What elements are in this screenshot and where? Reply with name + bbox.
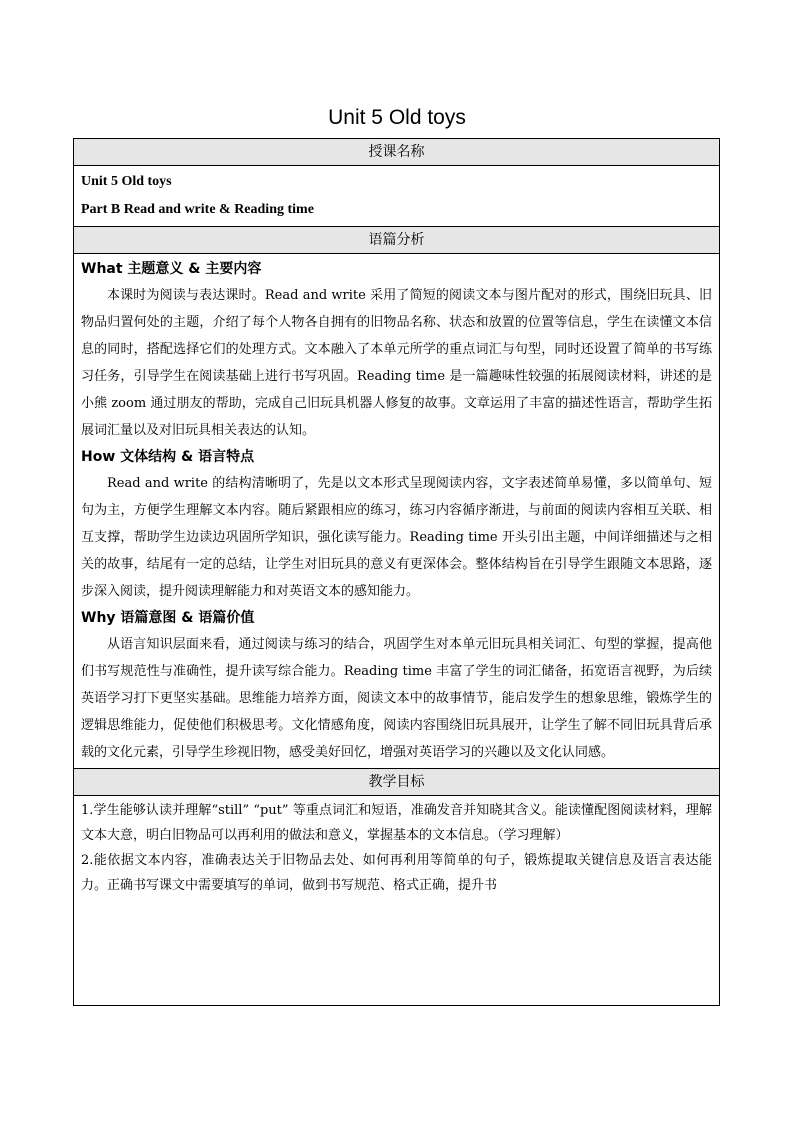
document-title: Unit 5 Old toys: [328, 106, 466, 129]
course-name-cell: [74, 166, 719, 227]
why-heading: Why 语篇意图 & 语篇价值: [81, 610, 255, 626]
how-heading: How 文体结构 & 语言特点: [81, 449, 255, 465]
objectives-cell: [74, 796, 719, 900]
how-paragraph: Read and write 的结构清晰明了，先是以文本形式呈现阅读内容，文字表述简单易懂，多以简单句、短句为主，方便学生理解文本内容。随后紧跟相应的练习，练习内容循序渐进，与前面的阅读内容相互关联、相互支撑，帮助学生边读边巩固所学知识，强化读写能力。Reading time 开头引出主题，中间详细描述与之相关的故事，结尾有一定的总结，让学生对旧玩具的意义有更深体会。整体结构旨在引导学生跟随文本思路，逐步深入阅读，提升阅读理解能力和对英语文本的感知能力。: [81, 476, 712, 599]
objectives-header: 教学目标: [74, 769, 719, 796]
what-paragraph: 本课时为阅读与表达课时。Read and write 采用了简短的阅读文本与图片配对的形式，围绕旧玩具、旧物品归置何处的主题，介绍了每个人物各自拥有的旧物品名称、状态和放置的位置等信息，学生在读懂文本信息的同时，搭配选择它们的处理方式。文本融入了本单元所学的重点词汇与句型，同时还设置了简单的书写练习任务，引导学生在阅读基础上进行书写巩固。Reading time 是一篇趣味性较强的拓展阅读材料，讲述的是小熊 zoom 通过朋友的帮助，完成自己旧玩具机器人修复的故事。文章运用了丰富的描述性语言，帮助学生拓展词汇量以及对旧玩具相关表达的认知。: [81, 288, 712, 438]
lesson-part: Part B Read and write & Reading time: [81, 202, 314, 217]
why-paragraph: 从语言知识层面来看，通过阅读与练习的结合，巩固学生对本单元旧玩具相关词汇、句型的掌握，提高他们书写规范性与准确性，提升读写综合能力。Reading time 丰富了学生的词汇储备，拓宽语言视野，为后续英语学习打下更坚实基础。思维能力培养方面，阅读文本中的故事情节，能启发学生的想象思维，锻炼学生的逻辑思维能力，促使他们积极思考。文化情感角度，阅读内容围绕旧玩具展开，让学生了解不同旧玩具背后承载的文化元素，引导学生珍视旧物，感受美好回忆，增强对英语学习的兴趣以及文化认同感。: [81, 637, 712, 760]
lesson-plan-table: [73, 138, 720, 1006]
course-name-header: 授课名称: [74, 139, 719, 166]
text-analysis-header: 语篇分析: [74, 227, 719, 254]
what-heading: What 主题意义 & 主要内容: [81, 261, 262, 277]
text-analysis-cell: [74, 254, 719, 769]
objective-item: 2.能依据文本内容，准确表达关于旧物品去处、如何再利用等简单的句子，锻炼提取关键信息及语言表达能力。正确书写课文中需要填写的单词，做到书写规范、格式正确，提升书: [81, 853, 712, 893]
unit-title: Unit 5 Old toys: [81, 174, 172, 189]
objective-item: 1.学生能够认读并理解“still” “put” 等重点词汇和短语，准确发音并知晓其含义。能读懂配图阅读材料，理解文本大意，明白旧物品可以再利用的做法和意义，掌握基本的文本信息。（学习理解）: [81, 803, 712, 843]
